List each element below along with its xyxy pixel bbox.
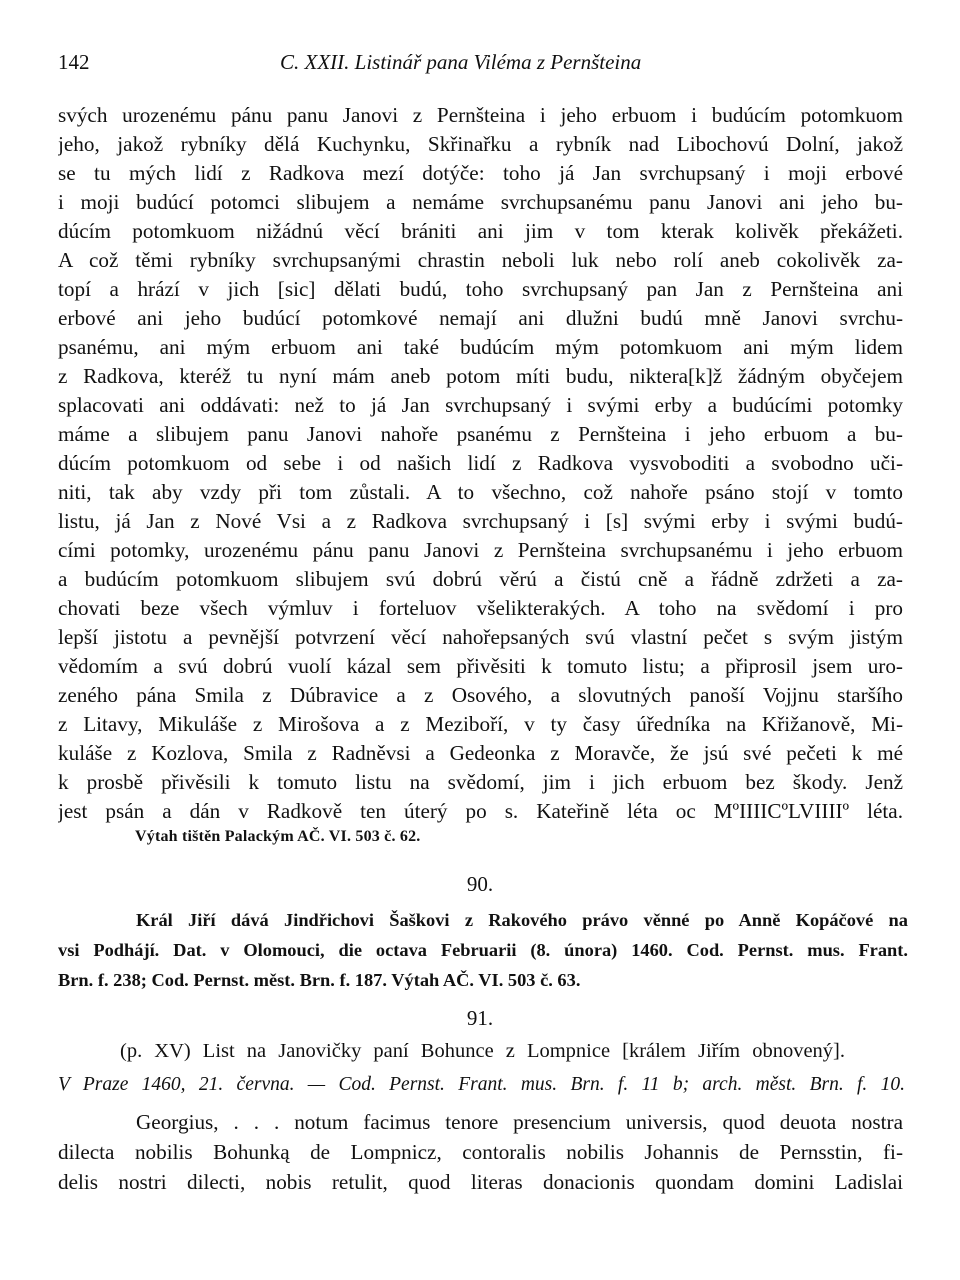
- document-number-90: 90.: [466, 872, 494, 896]
- text-line: dúcím potomkuom nižádnú věcí brániti ani jim v tom kterak kolivěk překážeti.: [58, 219, 903, 243]
- page-number: 142: [58, 50, 90, 74]
- text-line: i moji budúcí potomci slibujem a nemáme svrchupsanému panu Janovi ani jeho bu-: [58, 190, 903, 214]
- regest-line: Král Jiří dává Jindřichovi Šaškovi z Rakového právo věnné po Anně Kopáčové na: [136, 910, 908, 930]
- text-line: z Litavy, Mikuláše z Mirošova a z Meziboří, v ty časy úředníka na Křižanově, Mi-: [58, 712, 903, 736]
- text-line: dúcím potomkuom od sebe i od našich lidí z Radkova vysvoboditi a svobodno uči-: [58, 451, 903, 475]
- text-line: a budúcím potomkuom slibujem svú dobrú věrú a čistú cně a řádně zdržeti a za-: [58, 567, 903, 591]
- text-line: psanému, ani mým erbuom ani také budúcím mým potomkuom ani mým lidem: [58, 335, 903, 359]
- text-line: svých urozenému pánu panu Janovi z Pernšteina i jeho erbuom i budúcím potomkuom: [58, 103, 903, 127]
- text-line: listu, já Jan z Nové Vsi a z Radkova svrchupsaný i [s] svými erby i svými budú-: [58, 509, 903, 533]
- text-line: dilecta nobilis Bohunką de Lompnicz, contoralis nobilis Johannis de Pernsstin, fi-: [58, 1140, 903, 1164]
- text-line: kuláše z Kozlova, Smila z Radněvsi a Gedeonka z Moravče, že jsú své pečeti k mé: [58, 741, 903, 765]
- regest-90: [58, 905, 908, 995]
- text-line: k prosbě přivěsili k tomuto listu na svědomí, jim i jich erbuom bez škody. Jenž: [58, 770, 903, 794]
- text-line: cími potomky, urozenému pánu panu Janovi z Pernšteina svrchupsanému i jeho erbuom: [58, 538, 903, 562]
- document-number-91: 91.: [466, 1006, 494, 1030]
- latin-text-block: [58, 1107, 903, 1197]
- regest-line: Brn. f. 238; Cod. Pernst. měst. Brn. f. 187. Výtah AČ. VI. 503 č. 63.: [58, 970, 581, 990]
- text-line: A což těmi rybníky svrchupsanými chrastin neboli luk nebo rolí aneb cokolivěk za-: [58, 248, 903, 272]
- text-line: lepší jistotu a pevnější potvrzení věcí nahořepsaných svú vlastní pečet s svým jistým: [58, 625, 903, 649]
- running-title: C. XXII. Listinář pana Viléma z Pernšteina: [280, 50, 642, 74]
- text-line: vědomím a svú dobrú vuolí kázal sem přivěsiti k tomuto listu; a připrosil jsem uro-: [58, 654, 903, 678]
- text-line: niti, tak aby vzdy při tom zůstali. A to všechno, což nahoře psáno stojí v tomto: [58, 480, 903, 504]
- text-line: chovati beze všech výmluv i forteluov všelikterakých. A toho na svědomí i pro: [58, 596, 903, 620]
- text-line: splacovati ani oddávati: než to já Jan svrchupsaný i svými erby a budúcími potomky: [58, 393, 903, 417]
- main-text-block: [58, 101, 903, 826]
- dateline-91: V Praze 1460, 21. června. — Cod. Pernst. Frant. mus. Brn. f. 11 b; arch. měst. Brn. f. 10.: [58, 1074, 905, 1095]
- regest-line: vsi Podhájí. Dat. v Olomouci, die octava Februarii (8. února) 1460. Cod. Pernst. mus. Frant.: [58, 940, 908, 960]
- text-line: Georgius, . . . notum facimus tenore presencium universis, quod deuota nostra: [136, 1110, 903, 1134]
- source-note: Výtah tištěn Palackým AČ. VI. 503 č. 62.: [135, 828, 421, 845]
- text-line: erbové ani jeho budúcí potomkové nemají ani dlužni budú mně Janovi svrchu-: [58, 306, 903, 330]
- document-heading-91: (p. XV) List na Janovičky paní Bohunce z Lompnice [králem Jiřím obnovený].: [120, 1040, 845, 1062]
- text-line: delis nostri dilecti, nobis retulit, quod literas donacionis quondam domini Ladislai: [58, 1170, 903, 1194]
- running-head: [58, 44, 908, 80]
- text-line: jest psán a dán v Radkově ten úterý po s. Kateřině léta oc MºIIIICºLVIIIIº léta.: [58, 799, 903, 823]
- text-line: topí a hrází v jich [sic] dělati budú, toho svrchupsaný pan Jan z Pernšteina ani: [58, 277, 903, 301]
- text-line: zeného pána Smila z Dúbravice a z Osového, a slovutných panoší Vojjnu staršího: [58, 683, 903, 707]
- text-line: z Radkova, kteréž tu nyní mám aneb potom míti budu, niktera[k]ž žádným obyčejem: [58, 364, 903, 388]
- text-line: jeho, jakož rybníky dělá Kuchynku, Skřinařku a rybník nad Libochovú Dolní, jakož: [58, 132, 903, 156]
- text-line: se tu mých lidí z Radkova mezí dotýče: toho já Jan svrchupsaný i moji erbové: [58, 161, 903, 185]
- text-line: máme a slibujem panu Janovi nahoře psanému z Pernšteina i jeho erbuom a bu-: [58, 422, 903, 446]
